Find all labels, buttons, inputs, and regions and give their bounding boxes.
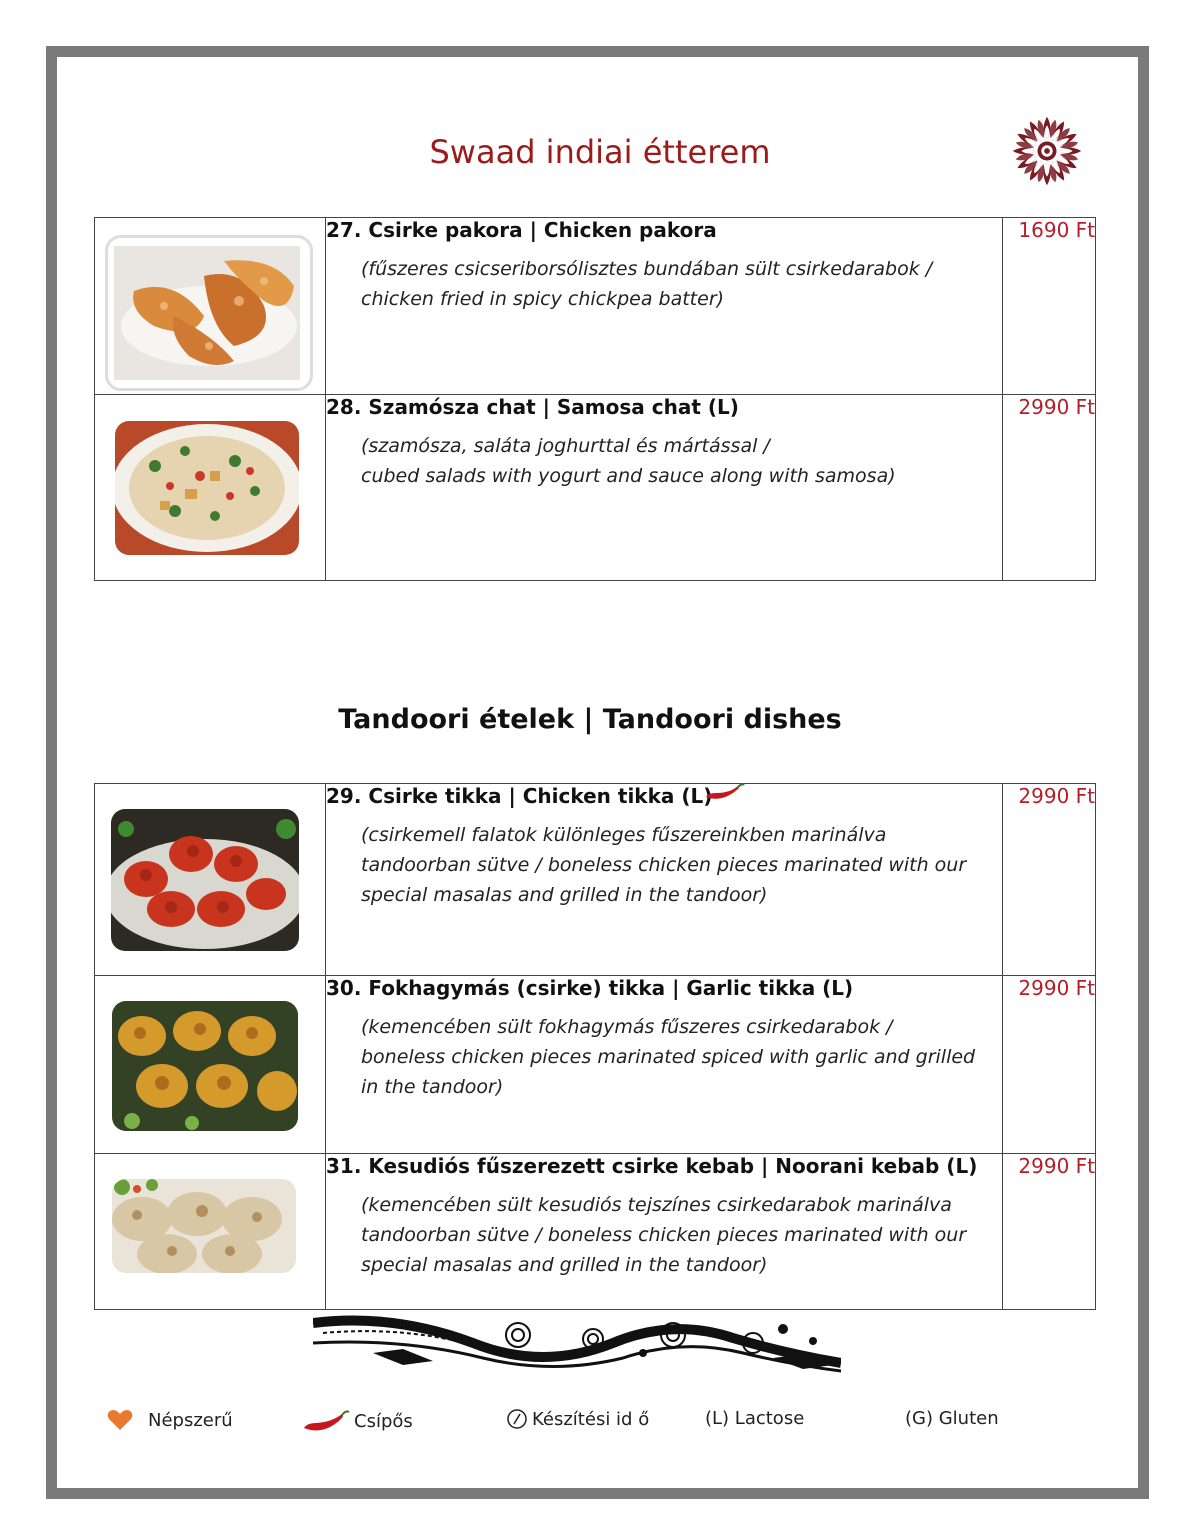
dish-image-cell [95,218,326,395]
chili-pepper-icon [302,1408,350,1434]
legend-spicy: Csípős [302,1408,413,1434]
dish-description: (kemencében sült kesudiós tejszínes csirkedarabok marinálva tandoorban sütve / boneless chicken pieces marinated with our special masalas and grilled in the tandoor) [361,1194,967,1276]
legend-lactose: (L) Lactose [705,1408,805,1429]
dish-price: 2990 Ft [1003,784,1096,976]
dish-price: 2990 Ft [1003,1154,1096,1310]
chili-pepper-icon [702,781,746,805]
clock-icon [506,1408,528,1430]
dish-description-cell [326,218,1003,395]
dish-name: 30. Fokhagymás (csirke) tikka | Garlic tikka (L) [326,976,854,1000]
dish-name: 29. Csirke tikka | Chicken tikka (L) [326,784,1002,808]
dish-description: (fűszeres csicseriborsólisztes bundában sült csirkedarabok / chicken fried in spicy chickpea batter) [361,258,933,310]
dish-description: (csirkemell falatok különleges fűszereinkben marinálva tandoorban sütve / boneless chicken pieces marinated with our special masalas and grilled in the tandoor) [361,824,967,906]
restaurant-title: Swaad indiai étterem [429,133,771,171]
section-title: Tandoori ételek | Tandoori dishes [338,704,842,735]
dish-description-cell [326,976,1003,1154]
dish-description-cell [326,395,1003,581]
heart-icon [106,1408,134,1432]
legend-prep-time: Készítési id ő [506,1408,649,1430]
dish-description-cell [326,1154,1003,1310]
menu-row [95,1154,1096,1310]
menu-row [95,395,1096,581]
dish-name: 27. Csirke pakora | Chicken pakora [326,218,717,242]
menu-table-tandoori [94,783,1096,1310]
menu-row [95,976,1096,1154]
dish-price: 2990 Ft [1003,976,1096,1154]
dish-name: 31. Kesudiós fűszerezett csirke kebab | Noorani kebab (L) [326,1154,978,1178]
dish-image-cell [95,976,326,1154]
garlic-tikka-photo [112,1001,298,1131]
dish-price: 2990 Ft [1003,395,1096,581]
dish-image-cell [95,784,326,976]
samosa-chat-photo [115,421,299,555]
dish-name: 28. Szamósza chat | Samosa chat (L) [326,395,739,419]
dish-description: (kemencében sült fokhagymás fűszeres csirkedarabok / boneless chicken pieces marinated spiced with garlic and grilled in the tandoor) [361,1016,976,1098]
menu-row [95,784,1096,976]
dish-image-cell [95,1154,326,1310]
chicken-pakora-photo [105,235,313,391]
tribal-ornament-divider [313,1313,841,1375]
mandala-logo-icon [1009,113,1085,189]
dish-price: 1690 Ft [1003,218,1096,395]
legend-gluten: (G) Gluten [905,1408,999,1429]
dish-image-cell [95,395,326,581]
noorani-kebab-photo [112,1179,296,1273]
dish-description-cell [326,784,1003,976]
menu-row [95,218,1096,395]
menu-table-starters [94,217,1096,581]
legend-popular: Népszerű [106,1408,233,1432]
dish-description: (szamósza, saláta joghurttal és mártással / cubed salads with yogurt and sauce along with samosa) [361,435,896,487]
chicken-tikka-photo [111,809,299,951]
